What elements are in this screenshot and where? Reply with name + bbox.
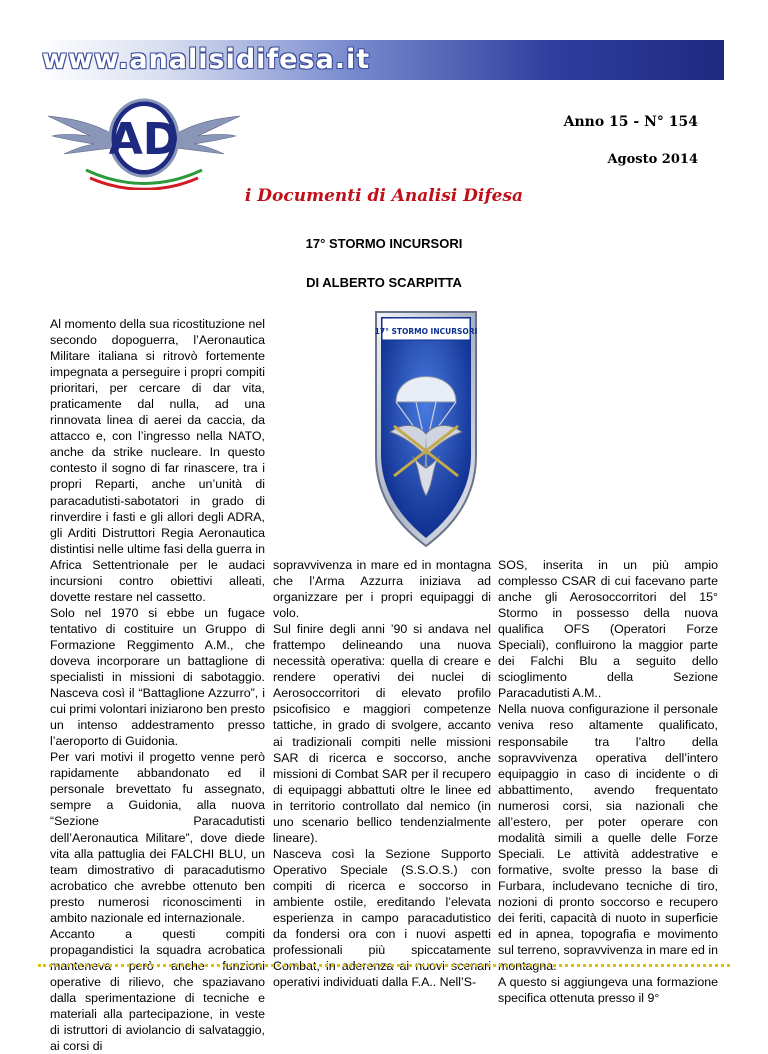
article-column-3 [498,557,718,1006]
paragraph: Nella nuova configurazione il personale veniva reso altamente qualificato, responsabile tra l’altro della sopravvivenza operativa dell’intero equipaggio in caso di incidente o di abbattimento, avendo frequentato numerosi corsi, sia nazionali che all’estero, per poter operare con modalità simili a quelle delle Forze Speciali. Le attività addestrative e formative, svolte presso la base di Furbara, includevano tecniche di tiro, nozioni di pronto soccorso e recupero dei feriti, capacità di nuoto in superficie ed in apnea, topografia e movimento sul terreno, sopravvivenza in mare ed in montagna. [498,702,718,974]
analisi-difesa-logo [44,80,244,190]
article-column-1 [50,316,265,1054]
article-author: DI ALBERTO SCARPITTA [306,275,462,290]
footer-dotted-rule [38,964,730,967]
paragraph: SOS, inserita in un più ampio complesso CSAR di cui facevano parte anche gli Aerosoccorritori del 15° Stormo in possesso della nuova qualifica OFS (Operatori Forze Speciali), confluirono la maggior parte dei Falchi Blu a seguito dello scioglimento della Sezione Paracadutisti A.M.. [498,558,718,701]
paragraph: A questo si aggiungeva una formazione specifica ottenuta presso il 9° [498,975,718,1006]
stormo-badge-image [372,306,480,550]
issue-number: Anno 15 - N° 154 [563,114,698,130]
article-title: 17° STORMO INCURSORI [305,236,463,251]
paragraph: Sul finire degli anni ’90 si andava nel frattempo delineando una nuova necessità operativa: quella di creare e rendere operativi dei nuclei di Aerosoccorritori di elevato profilo psicofisico e maggiori competenze tattiche, in grado di svolgere, accanto ai tradizionali compiti nelle missioni SAR di ricerca e soccorso, anche missioni di Combat SAR per il recupero di equipaggi abbattuti oltre le linee ed in territorio controllato dal nemico (in uno scenario bellico tendenzialmente lineare). [273,622,491,845]
logo-lettering: AD [108,114,180,165]
paragraph: Al momento della sua ricostituzione nel secondo dopoguerra, l’Aeronautica Militare italiana si ritrovò fortemente impegnata a perseguire i propri compiti prioritari, per cercare di dar vita, praticamente dal nulla, ad una rinnovata linea di aerei da caccia, da attacco e, con l’ingresso nella NATO, anche da strike nucleare. In questo contesto il sogno di far rinascere, tra i propri Reparti, anche un’unità di paracadutisti-sabotatori in grado di rinverdire i fasti e gli allori degli ADRA, gli Arditi Distruttori Regia Aeronautica distintisi nelle ultime fasi della guerra in Africa Settentrionale per le audaci incursioni contro obiettivi alleati, dovette restare nel cassetto. [50,317,265,604]
badge-lettering: 17° STORMO INCURSORI [374,327,478,336]
issue-date: Agosto 2014 [607,152,698,167]
paragraph: Nasceva così la Sezione Supporto Operativo Speciale (S.S.O.S.) con compiti di ricerca e soccorso in ambiente ostile, ereditando l’elevata esperienza in campo paracadutistico da fondersi ora con i nuovi aspetti professionali più spiccatamente Combat, in aderenza ai nuovi scenari operativi individuati dalla F.A.. Nell’S- [273,846,491,990]
paragraph: sopravvivenza in mare ed in montagna che l’Arma Azzurra iniziava ad organizzare per i propri equipaggi di volo. [273,558,491,621]
paragraph: Solo nel 1970 si ebbe un fugace tentativo di costituire un Gruppo di Formazione Reggimento A.M., che doveva incorporare un battaglione di specialisti in missioni di sabotaggio. Nasceva così il “Battaglione Azzurro”, i cui primi volontari iniziarono ben presto un intenso addestramento presso l’aeroporto di Guidonia. [50,605,265,749]
paragraph: Accanto a questi compiti propagandistici la squadra acrobatica manteneva però anche funzioni operative di rilievo, che spaziavano dalla sperimentazione di tecniche e materiali alla partecipazione, in veste di istruttori di aviolancio di salvataggio, ai corsi di [50,926,265,1054]
website-title[interactable]: www.analisidifesa.it [42,44,371,75]
article-column-2 [273,557,491,990]
section-title: i Documenti di Analisi Difesa [244,186,524,206]
paragraph: Per vari motivi il progetto venne però rapidamente abbandonato ed il personale brevettato fu assegnato, sempre a Guidonia, alla nuova “Sezione Paracadutisti dell’Aeronautica Militare”, dove diede vita alla pattuglia dei FALCHI BLU, un team dimostrativo di paracadutismo acrobatico che avrebbe ottenuto ben presto numerosi riconoscimenti in ambito nazionale ed internazionale. [50,750,265,925]
